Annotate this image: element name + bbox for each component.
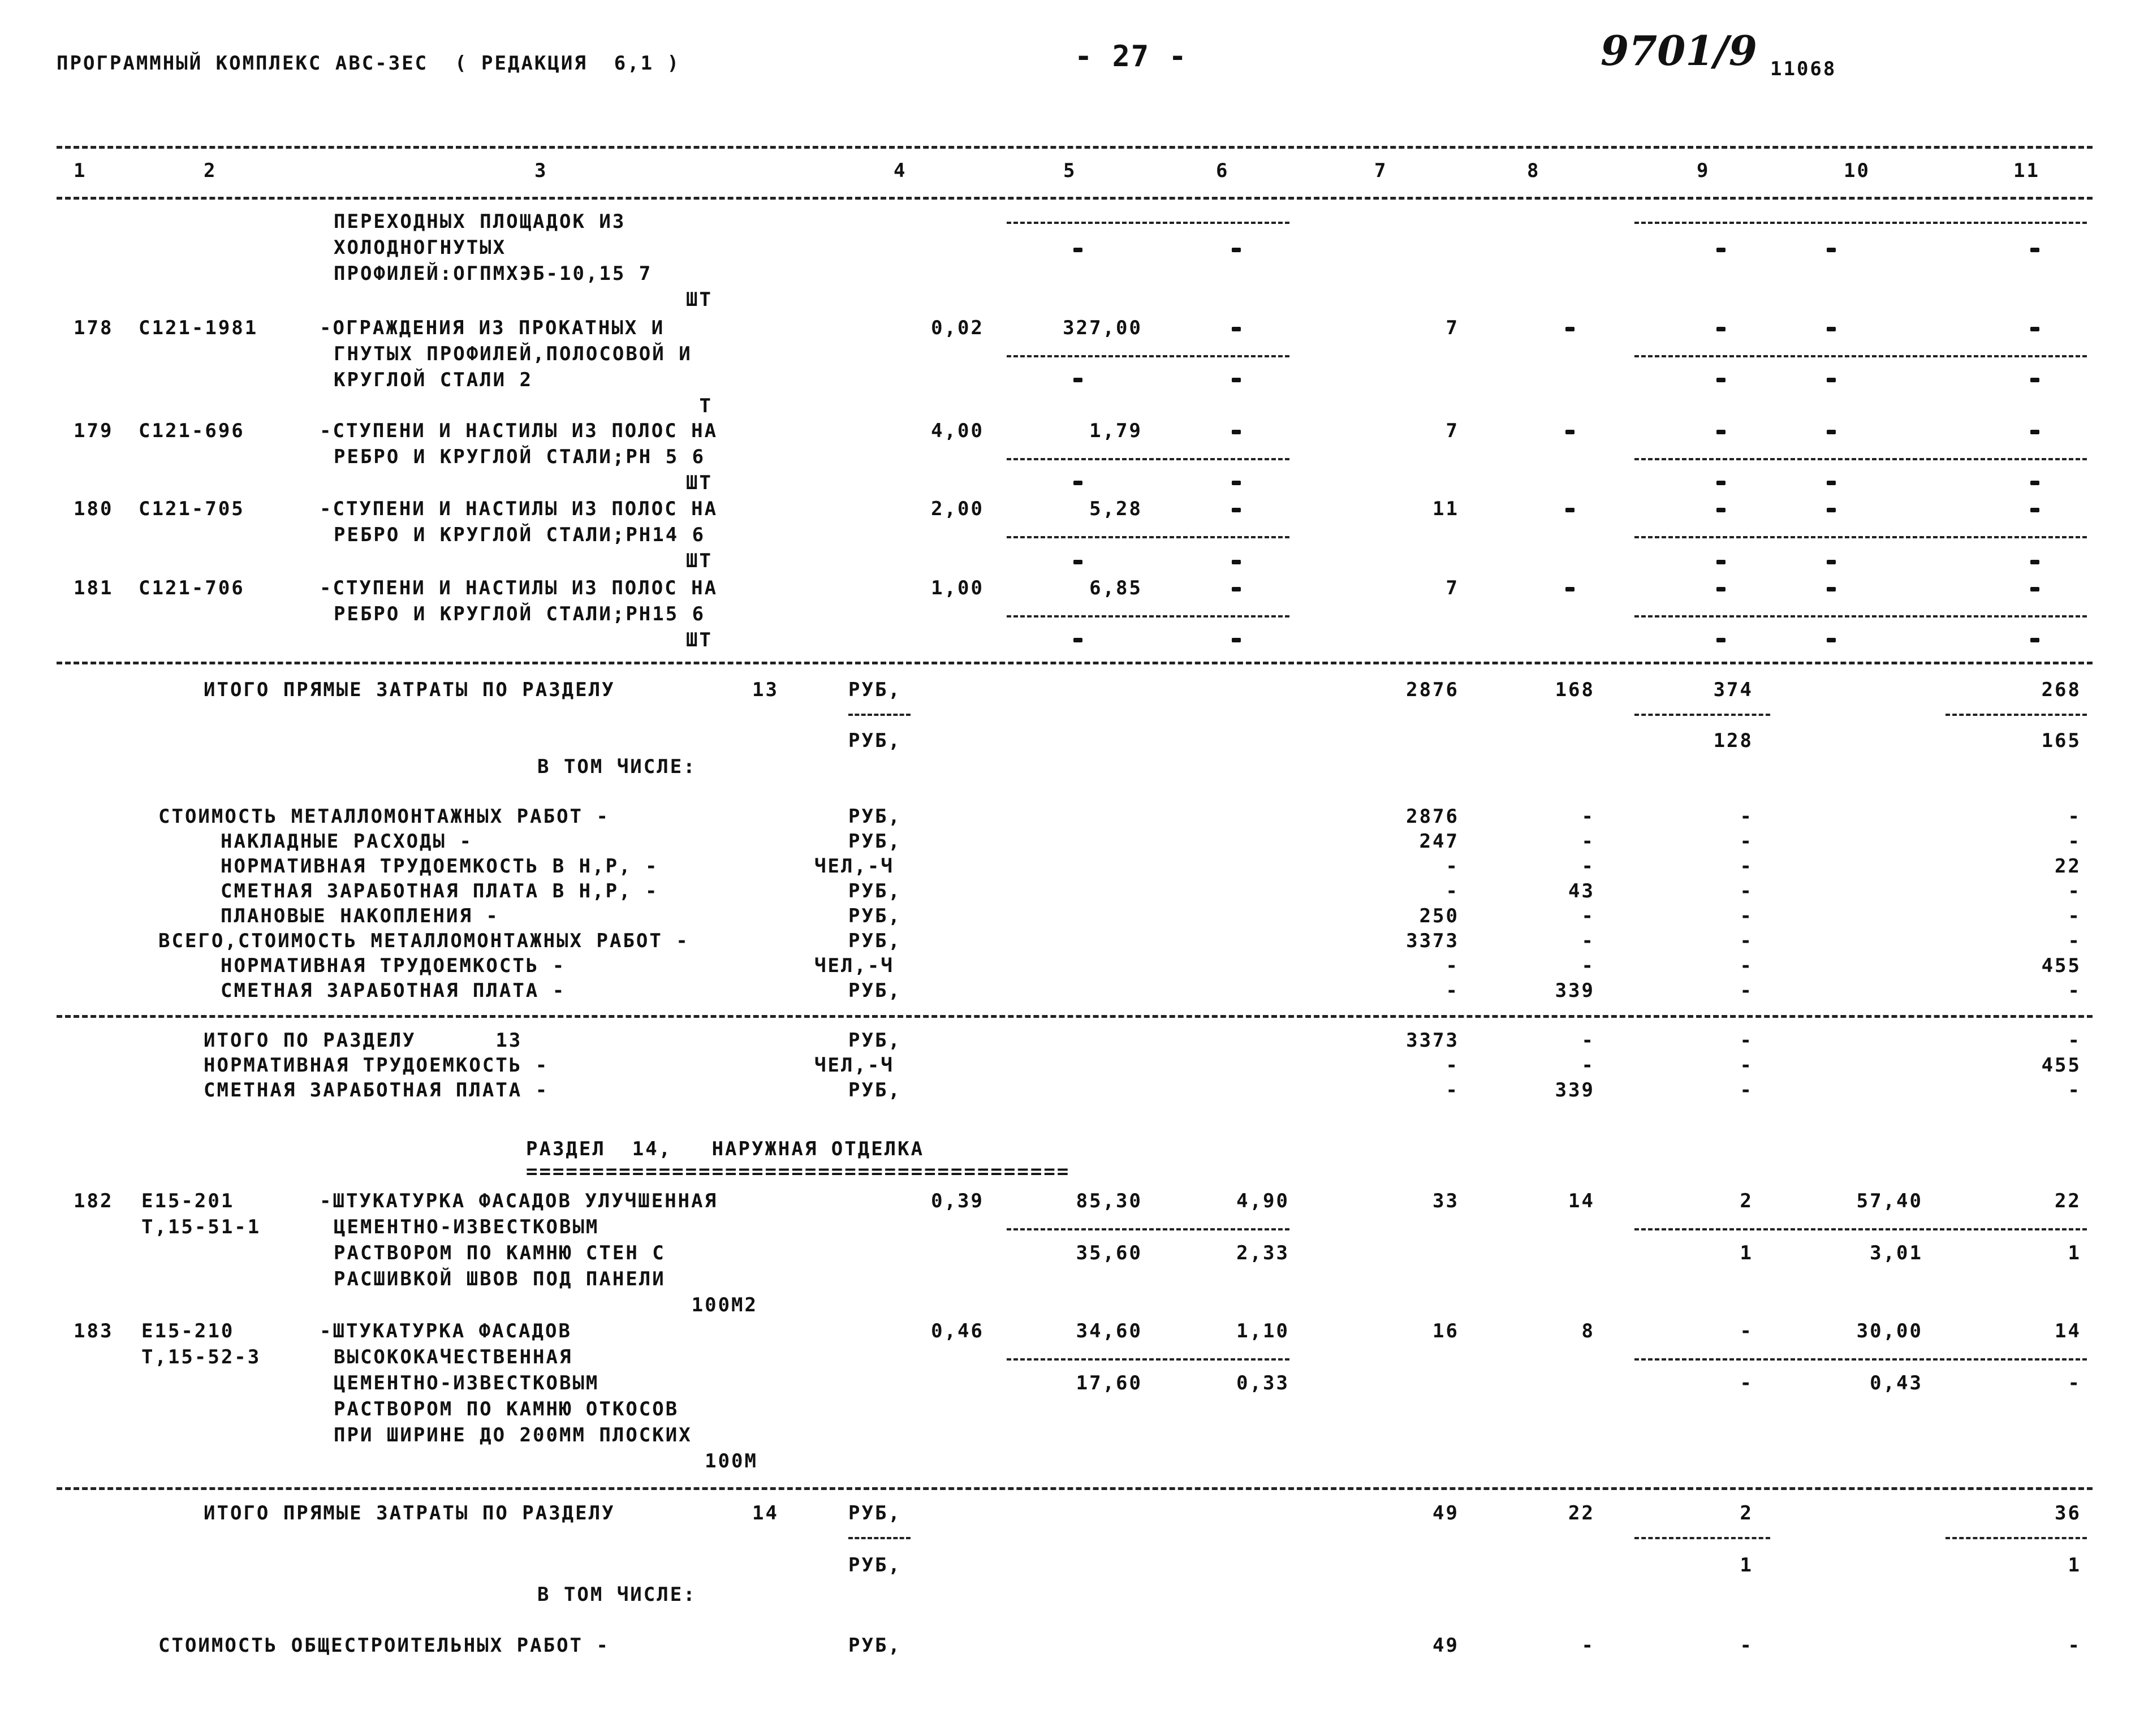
unit: РУБ, — [848, 679, 901, 701]
program-title: ПРОГРАММНЫЙ КОМПЛЕКС АВС-3ЕС ( РЕДАКЦИЯ 6,1 ) — [57, 52, 681, 75]
unit-divider — [848, 1537, 911, 1539]
dash-mark — [1827, 430, 1836, 434]
item-text: РЕБРО И КРУГЛОЙ СТАЛИ;РН14 6 — [334, 524, 706, 546]
cost-col9: - — [1740, 1372, 1753, 1394]
cost-col10: 30,00 — [1856, 1320, 1923, 1342]
unit-price: 6,85 — [1089, 577, 1142, 599]
item-text: ПРОФИЛЕЙ:ОГПМХЭБ-10,15 7 — [334, 262, 653, 285]
unit: РУБ, — [848, 979, 901, 1002]
item-text: ГНУТЫХ ПРОФИЛЕЙ,ПОЛОСОВОЙ И — [334, 343, 692, 365]
cost-col11: - — [2068, 1634, 2081, 1657]
item-text: ПРИ ШИРИНЕ ДО 200ММ ПЛОСКИХ — [334, 1424, 692, 1446]
dash-mark — [1073, 378, 1082, 382]
item-text: КРУГЛОЙ СТАЛИ 2 — [334, 369, 533, 391]
quantity: 0,39 — [931, 1190, 984, 1212]
quantity: 4,00 — [931, 420, 984, 442]
breakdown-label: СТОИМОСТЬ МЕТАЛЛОМОНТАЖНЫХ РАБОТ - — [158, 805, 610, 828]
price-divider — [1634, 714, 1770, 716]
col-header: 2 — [204, 159, 217, 182]
summary-label: ИТОГО ПО РАЗДЕЛУ 13 — [204, 1029, 523, 1052]
cost-col11: 14 — [2055, 1320, 2081, 1342]
cost-col8: 8 — [1581, 1320, 1595, 1342]
cost-col6: 0,33 — [1236, 1372, 1289, 1394]
breakdown-label: СМЕТНАЯ ЗАРАБОТНАЯ ПЛАТА В Н,Р, - — [221, 880, 659, 902]
item-text: -СТУПЕНИ И НАСТИЛЫ ИЗ ПОЛОС НА — [320, 420, 718, 442]
cost-col7: 49 — [1433, 1634, 1459, 1657]
unit: РУБ, — [848, 930, 901, 952]
dash-mark — [2030, 378, 2039, 382]
item-text: ВЫСОКОКАЧЕСТВЕННАЯ — [334, 1346, 573, 1368]
cost-col11: 165 — [2041, 729, 2081, 752]
cost-col8: 168 — [1555, 679, 1595, 701]
dash-mark — [1565, 430, 1574, 434]
cost-col9: - — [1740, 955, 1753, 977]
row-number: 183 — [74, 1320, 114, 1342]
dash-mark — [1565, 508, 1574, 512]
including-label: В ТОМ ЧИСЛЕ: — [537, 1583, 697, 1606]
cost-col11: - — [2068, 930, 2081, 952]
cost-col5: 35,60 — [1076, 1242, 1142, 1264]
row-code: Е15-210 — [141, 1320, 235, 1342]
col-header: 8 — [1527, 159, 1541, 182]
cost-col10: 3,01 — [1870, 1242, 1923, 1264]
cost-col8: - — [1581, 1054, 1595, 1077]
cost-col8: - — [1581, 1634, 1595, 1657]
price-divider — [1634, 355, 2087, 357]
row-code: С121-705 — [139, 498, 245, 520]
dash-mark — [2030, 430, 2039, 434]
item-text: РАСШИВКОЙ ШВОВ ПОД ПАНЕЛИ — [334, 1268, 666, 1290]
cost-col11: - — [2068, 979, 2081, 1002]
dash-mark — [1232, 378, 1241, 382]
cost-col7: 11 — [1433, 498, 1459, 520]
cost-col9: - — [1740, 1029, 1753, 1052]
dash-mark — [2030, 508, 2039, 512]
dash-mark — [2030, 327, 2039, 331]
cost-col8: 339 — [1555, 1079, 1595, 1102]
unit: РУБ, — [848, 805, 901, 828]
cost-col11: 455 — [2041, 1054, 2081, 1077]
dash-mark — [1232, 430, 1241, 434]
dash-mark — [1827, 638, 1836, 642]
cost-col9: - — [1740, 880, 1753, 902]
cost-col9: 1 — [1740, 1554, 1753, 1577]
cost-col11: 1 — [2068, 1242, 2081, 1264]
cost-col11: 22 — [2055, 855, 2081, 878]
cost-col11: 268 — [2041, 679, 2081, 701]
price-divider — [1634, 536, 2087, 538]
breakdown-label: СМЕТНАЯ ЗАРАБОТНАЯ ПЛАТА - — [221, 979, 566, 1002]
cost-col11: - — [2068, 1079, 2081, 1102]
dash-mark — [1073, 481, 1082, 485]
price-divider — [1634, 222, 2087, 224]
price-divider — [1634, 1228, 2087, 1230]
unit: РУБ, — [848, 729, 901, 752]
cost-col8: - — [1581, 830, 1595, 853]
unit: ЧЕЛ,-Ч — [814, 855, 894, 878]
quantity: 1,00 — [931, 577, 984, 599]
cost-col7: - — [1446, 955, 1459, 977]
dash-mark — [1073, 248, 1082, 252]
col-header: 5 — [1063, 159, 1077, 182]
cost-col9: - — [1740, 1320, 1753, 1342]
dash-mark — [1232, 327, 1241, 331]
item-unit: ШТ — [686, 288, 713, 311]
item-text: РАСТВОРОМ ПО КАМНЮ СТЕН С — [334, 1242, 666, 1264]
cost-col8: - — [1581, 1029, 1595, 1052]
col-header: 3 — [534, 159, 548, 182]
price-divider — [1007, 458, 1289, 460]
dash-mark — [1232, 248, 1241, 252]
cost-col7: 16 — [1433, 1320, 1459, 1342]
cost-col5: 34,60 — [1076, 1320, 1142, 1342]
cost-col7: 7 — [1446, 317, 1459, 339]
unit-price: 5,28 — [1089, 498, 1142, 520]
cost-col7: 33 — [1433, 1190, 1459, 1212]
cost-col9: - — [1740, 855, 1753, 878]
breakdown-label: СТОИМОСТЬ ОБЩЕСТРОИТЕЛЬНЫХ РАБОТ - — [158, 1634, 610, 1657]
summary-label: СМЕТНАЯ ЗАРАБОТНАЯ ПЛАТА - — [204, 1079, 549, 1102]
row-number: 178 — [74, 317, 114, 339]
summary-label: НОРМАТИВНАЯ ТРУДОЕМКОСТЬ - — [204, 1054, 549, 1077]
dash-mark — [1716, 327, 1725, 331]
dash-mark — [1565, 587, 1574, 591]
price-divider — [1634, 1358, 2087, 1361]
price-divider — [1634, 1537, 1770, 1539]
cost-col8: 14 — [1568, 1190, 1595, 1212]
section-number: 14 — [752, 1502, 779, 1525]
item-text: -СТУПЕНИ И НАСТИЛЫ ИЗ ПОЛОС НА — [320, 577, 718, 599]
price-divider — [1007, 615, 1289, 617]
cost-col9: 374 — [1713, 679, 1753, 701]
dash-mark — [1716, 248, 1725, 252]
row-number: 180 — [74, 498, 114, 520]
cost-col8: 339 — [1555, 979, 1595, 1002]
unit: РУБ, — [848, 1029, 901, 1052]
dash-mark — [1232, 481, 1241, 485]
cost-col7: 7 — [1446, 420, 1459, 442]
cost-col7: 3373 — [1406, 1029, 1459, 1052]
cost-col7: - — [1446, 979, 1459, 1002]
cost-col7: - — [1446, 880, 1459, 902]
col-header: 6 — [1216, 159, 1230, 182]
cost-col5: 17,60 — [1076, 1372, 1142, 1394]
unit-divider — [848, 714, 911, 716]
item-text: -ШТУКАТУРКА ФАСАДОВ — [320, 1320, 572, 1342]
cost-col9: - — [1740, 930, 1753, 952]
dash-mark — [2030, 587, 2039, 591]
dash-mark — [1827, 481, 1836, 485]
dash-mark — [1827, 508, 1836, 512]
price-divider — [1007, 1228, 1289, 1230]
item-unit: 100М2 — [691, 1294, 758, 1316]
section-title-underline: ========================================= — [526, 1160, 1071, 1183]
cost-col9: - — [1740, 1634, 1753, 1657]
dash-mark — [1073, 638, 1082, 642]
section-rule — [57, 1487, 2093, 1490]
cost-col8: - — [1581, 805, 1595, 828]
dash-mark — [1827, 378, 1836, 382]
cost-col7: - — [1446, 1054, 1459, 1077]
price-divider — [1945, 1537, 2087, 1539]
unit: РУБ, — [848, 1502, 901, 1525]
dash-mark — [2030, 481, 2039, 485]
dash-mark — [1716, 430, 1725, 434]
col-header: 1 — [74, 159, 87, 182]
col-header: 4 — [894, 159, 907, 182]
cost-col7: 7 — [1446, 577, 1459, 599]
unit: ЧЕЛ,-Ч — [814, 955, 894, 977]
dash-mark — [1232, 560, 1241, 564]
col-header: 10 — [1844, 159, 1870, 182]
cost-col9: 2 — [1740, 1190, 1753, 1212]
breakdown-label: НОРМАТИВНАЯ ТРУДОЕМКОСТЬ - — [221, 955, 566, 977]
unit: РУБ, — [848, 830, 901, 853]
top-rule — [57, 146, 2093, 149]
cost-col6: 4,90 — [1236, 1190, 1289, 1212]
cost-col9: - — [1740, 1079, 1753, 1102]
item-unit: Т — [699, 395, 713, 417]
col-header: 11 — [2013, 159, 2040, 182]
section-rule — [57, 662, 2093, 664]
price-divider — [1007, 1358, 1289, 1361]
item-unit: ШТ — [686, 629, 713, 651]
cost-col6: 1,10 — [1236, 1320, 1289, 1342]
cost-col7: 2876 — [1406, 805, 1459, 828]
price-divider — [1007, 222, 1289, 224]
dash-mark — [1716, 587, 1725, 591]
dash-mark — [1232, 638, 1241, 642]
dash-mark — [1716, 481, 1725, 485]
cost-col9: 2 — [1740, 1502, 1753, 1525]
breakdown-label: НАКЛАДНЫЕ РАСХОДЫ - — [221, 830, 473, 853]
cost-col11: - — [2068, 905, 2081, 927]
cost-col9: - — [1740, 979, 1753, 1002]
dash-mark — [1827, 560, 1836, 564]
item-unit: ШТ — [686, 472, 713, 494]
cost-col7: 250 — [1419, 905, 1459, 927]
cost-col9: - — [1740, 905, 1753, 927]
price-divider — [1007, 536, 1289, 538]
row-code: Е15-201 — [141, 1190, 235, 1212]
cost-col7: - — [1446, 855, 1459, 878]
price-divider — [1634, 615, 2087, 617]
unit: РУБ, — [848, 1554, 901, 1577]
item-text: -СТУПЕНИ И НАСТИЛЫ ИЗ ПОЛОС НА — [320, 498, 718, 520]
row-code: С121-706 — [139, 577, 245, 599]
dash-mark — [1716, 508, 1725, 512]
quantity: 2,00 — [931, 498, 984, 520]
cost-col5: 85,30 — [1076, 1190, 1142, 1212]
cost-col11: 1 — [2068, 1554, 2081, 1577]
cost-col8: - — [1581, 955, 1595, 977]
item-text: -ОГРАЖДЕНИЯ ИЗ ПРОКАТНЫХ И — [320, 317, 665, 339]
row-number: 181 — [74, 577, 114, 599]
dash-mark — [1232, 587, 1241, 591]
dash-mark — [1565, 327, 1574, 331]
section-title: РАЗДЕЛ 14, НАРУЖНАЯ ОТДЕЛКА — [526, 1138, 925, 1160]
item-text: ЦЕМЕНТНО-ИЗВЕСТКОВЫМ — [334, 1372, 599, 1394]
row-code-secondary: Т,15-51-1 — [141, 1216, 261, 1238]
document-number: 11068 — [1770, 58, 1837, 80]
dash-mark — [1716, 638, 1725, 642]
cost-col11: - — [2068, 830, 2081, 853]
breakdown-label: ПЛАНОВЫЕ НАКОПЛЕНИЯ - — [221, 905, 499, 927]
dash-mark — [1073, 560, 1082, 564]
dash-mark — [1716, 560, 1725, 564]
unit: РУБ, — [848, 1634, 901, 1657]
dash-mark — [2030, 638, 2039, 642]
cost-col6: 2,33 — [1236, 1242, 1289, 1264]
cost-col11: - — [2068, 880, 2081, 902]
breakdown-label: ВСЕГО,СТОИМОСТЬ МЕТАЛЛОМОНТАЖНЫХ РАБОТ - — [158, 930, 689, 952]
cost-col9: - — [1740, 830, 1753, 853]
row-code-secondary: Т,15-52-3 — [141, 1346, 261, 1368]
cost-col7: 2876 — [1406, 679, 1459, 701]
handwritten-number: 9701/9 — [1601, 27, 1757, 75]
cost-col8: 43 — [1568, 880, 1595, 902]
unit: РУБ, — [848, 905, 901, 927]
item-text: РЕБРО И КРУГЛОЙ СТАЛИ;РН15 6 — [334, 603, 706, 625]
price-divider — [1945, 714, 2087, 716]
cost-col10: 57,40 — [1856, 1190, 1923, 1212]
quantity: 0,46 — [931, 1320, 984, 1342]
price-divider — [1634, 458, 2087, 460]
total-label: ИТОГО ПРЯМЫЕ ЗАТРАТЫ ПО РАЗДЕЛУ — [204, 679, 615, 701]
dash-mark — [1716, 378, 1725, 382]
cost-col9: - — [1740, 805, 1753, 828]
cost-col10: 0,43 — [1870, 1372, 1923, 1394]
dash-mark — [1827, 248, 1836, 252]
dash-mark — [1827, 587, 1836, 591]
col-header: 7 — [1374, 159, 1388, 182]
cost-col8: - — [1581, 930, 1595, 952]
cost-col8: 22 — [1568, 1502, 1595, 1525]
item-unit: 100М — [705, 1450, 758, 1472]
price-divider — [1007, 355, 1289, 357]
breakdown-label: НОРМАТИВНАЯ ТРУДОЕМКОСТЬ В Н,Р, - — [221, 855, 659, 878]
dash-mark — [2030, 560, 2039, 564]
cost-col11: - — [2068, 1372, 2081, 1394]
item-unit: ШТ — [686, 550, 713, 572]
dash-mark — [1827, 327, 1836, 331]
unit: РУБ, — [848, 1079, 901, 1102]
section-rule — [57, 1015, 2093, 1018]
cost-col9: 1 — [1740, 1242, 1753, 1264]
dash-mark — [2030, 248, 2039, 252]
unit: РУБ, — [848, 880, 901, 902]
unit: ЧЕЛ,-Ч — [814, 1054, 894, 1077]
row-code: С121-1981 — [139, 317, 258, 339]
cost-col7: 247 — [1419, 830, 1459, 853]
cost-col7: 3373 — [1406, 930, 1459, 952]
row-number: 182 — [74, 1190, 114, 1212]
cost-col8: - — [1581, 855, 1595, 878]
item-text: РЕБРО И КРУГЛОЙ СТАЛИ;РН 5 6 — [334, 446, 706, 468]
unit-price: 327,00 — [1063, 317, 1142, 339]
total-label: ИТОГО ПРЯМЫЕ ЗАТРАТЫ ПО РАЗДЕЛУ — [204, 1502, 615, 1525]
cost-col11: 36 — [2055, 1502, 2081, 1525]
cost-col11: - — [2068, 1029, 2081, 1052]
cost-col11: - — [2068, 805, 2081, 828]
cost-col8: - — [1581, 905, 1595, 927]
cost-col9: - — [1740, 1054, 1753, 1077]
item-text: ХОЛОДНОГНУТЫХ — [334, 236, 507, 259]
unit-price: 1,79 — [1089, 420, 1142, 442]
item-text: ЦЕМЕНТНО-ИЗВЕСТКОВЫМ — [334, 1216, 599, 1238]
row-code: С121-696 — [139, 420, 245, 442]
page-number: - 27 - — [1075, 40, 1188, 74]
cost-col11: 22 — [2055, 1190, 2081, 1212]
header-rule — [57, 197, 2093, 200]
cost-col7: - — [1446, 1079, 1459, 1102]
dash-mark — [1232, 508, 1241, 512]
item-text: РАСТВОРОМ ПО КАМНЮ ОТКОСОВ — [334, 1398, 679, 1420]
row-number: 179 — [74, 420, 114, 442]
item-text: ПЕРЕХОДНЫХ ПЛОЩАДОК ИЗ — [334, 210, 626, 233]
cost-col9: 128 — [1713, 729, 1753, 752]
quantity: 0,02 — [931, 317, 984, 339]
cost-col11: 455 — [2041, 955, 2081, 977]
cost-col7: 49 — [1433, 1502, 1459, 1525]
section-number: 13 — [752, 679, 779, 701]
col-header: 9 — [1697, 159, 1710, 182]
item-text: -ШТУКАТУРКА ФАСАДОВ УЛУЧШЕННАЯ — [320, 1190, 718, 1212]
including-label: В ТОМ ЧИСЛЕ: — [537, 755, 697, 778]
